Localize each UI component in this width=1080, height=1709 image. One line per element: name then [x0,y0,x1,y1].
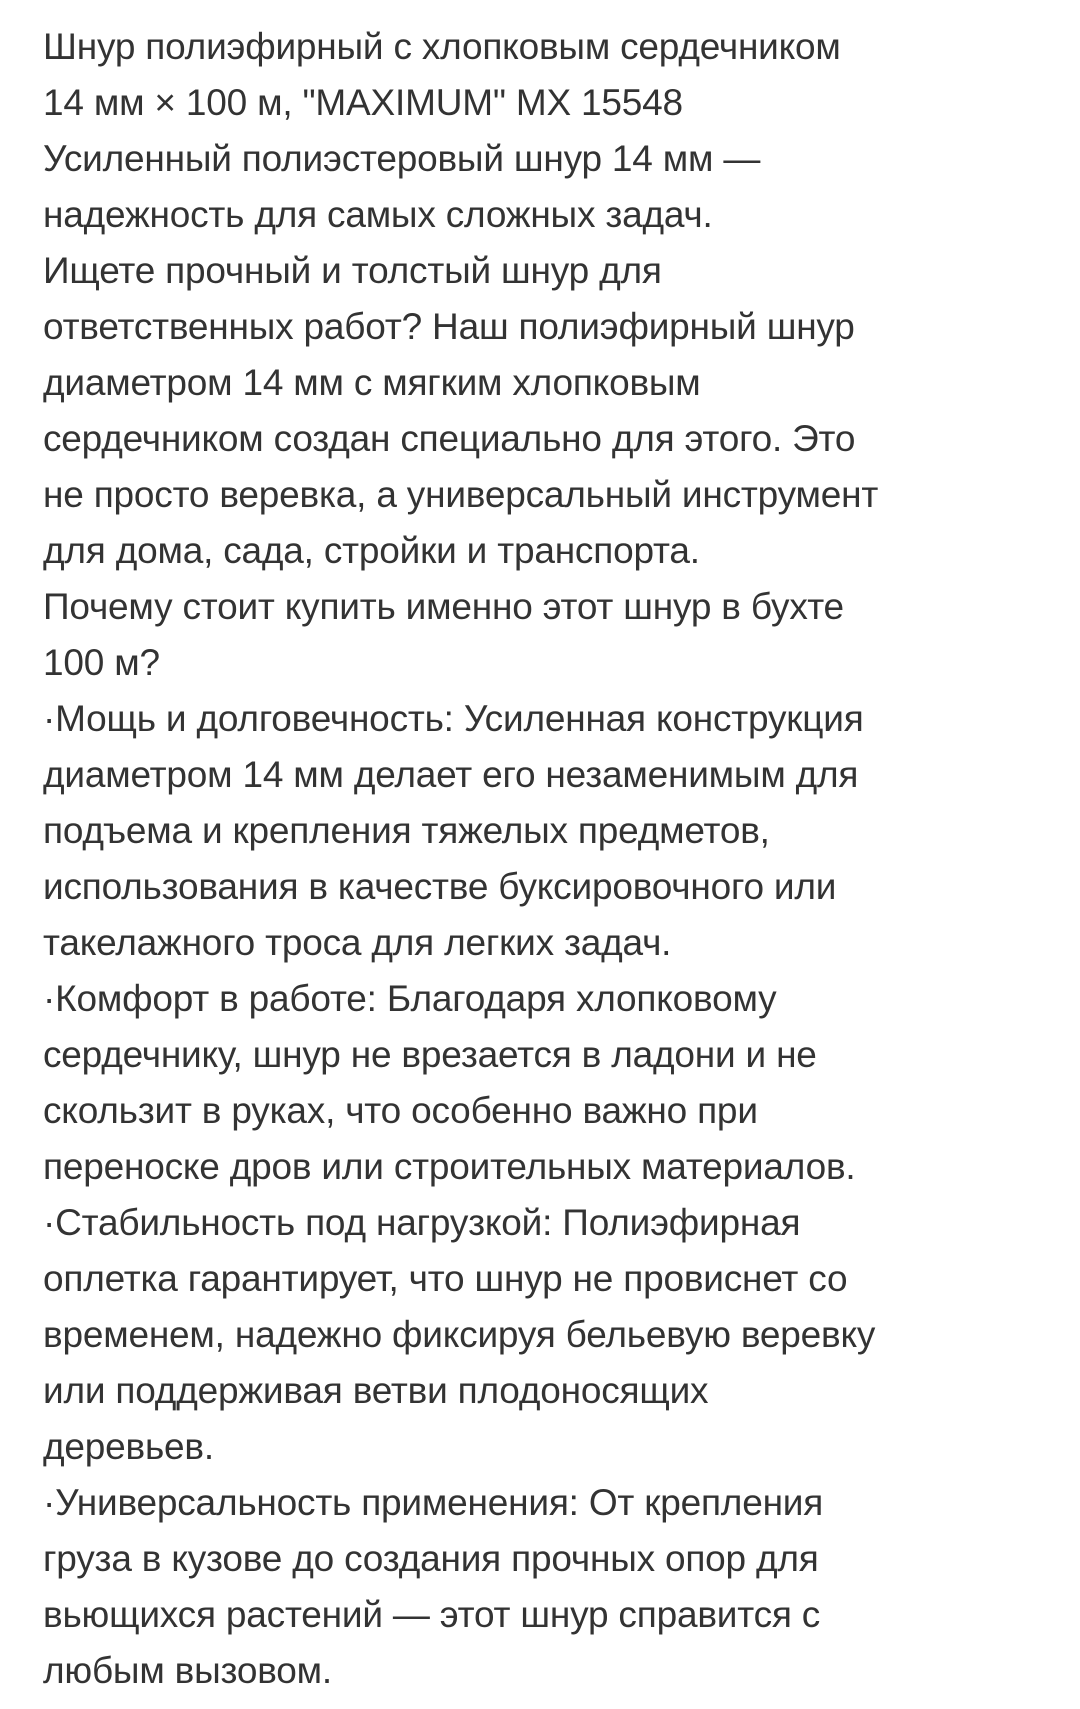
text-line: 14 мм × 100 м, "MAXIMUM" МХ 15548 [43,82,683,123]
text-line: деревьев. [43,1426,214,1467]
text-line: Усиленный полиэстеровый шнур 14 мм — [43,138,761,179]
text-line: оплетка гарантирует, что шнур не провиснет со [43,1258,848,1299]
description-bullet-versatility [43,1475,1060,1699]
text-line: для дома, сада, стройки и транспорта. [43,530,700,571]
text-line: ·Универсальность применения: От крепления [43,1482,824,1523]
text-line: ·Стабильность под нагрузкой: Полиэфирная [43,1202,801,1243]
description-paragraph-question [43,579,1060,691]
text-line: ·Мощь и долговечность: Усиленная конструкция [43,698,864,739]
text-line: диаметром 14 мм делает его незаменимым для [43,754,859,795]
text-line: Почему стоит купить именно этот шнур в бухте [43,586,844,627]
description-paragraph-subtitle [43,131,1060,243]
text-line: или поддерживая ветви плодоносящих [43,1370,709,1411]
text-line: временем, надежно фиксируя бельевую веревку [43,1314,876,1355]
text-line: не просто веревка, а универсальный инструмент [43,474,879,515]
text-line: подъема и крепления тяжелых предметов, [43,810,770,851]
text-line: 100 м? [43,642,160,683]
text-line: ответственных работ? Наш полиэфирный шнур [43,306,855,347]
text-line: Ищете прочный и толстый шнур для [43,250,662,291]
description-bullet-stability [43,1195,1060,1475]
description-bullet-comfort [43,971,1060,1195]
text-line: надежность для самых сложных задач. [43,194,713,235]
text-line: диаметром 14 мм с мягким хлопковым [43,362,701,403]
text-line: переноске дров или строительных материалов. [43,1146,856,1187]
text-line: груза в кузове до создания прочных опор для [43,1538,819,1579]
description-paragraph-intro [43,243,1060,579]
text-line: вьющихся растений — этот шнур справится с [43,1594,821,1635]
text-line: любым вызовом. [43,1650,332,1691]
text-line: скользит в руках, что особенно важно при [43,1090,758,1131]
text-line: сердечнику, шнур не врезается в ладони и не [43,1034,817,1075]
text-line: такелажного троса для легких задач. [43,922,672,963]
text-line: использования в качестве буксировочного или [43,866,837,907]
description-bullet-durability [43,691,1060,971]
text-line: ·Комфорт в работе: Благодаря хлопковому [43,978,777,1019]
text-line: Шнур полиэфирный с хлопковым сердечником [43,26,841,67]
description-paragraph-title [43,19,1060,131]
text-line: сердечником создан специально для этого. Это [43,418,856,459]
